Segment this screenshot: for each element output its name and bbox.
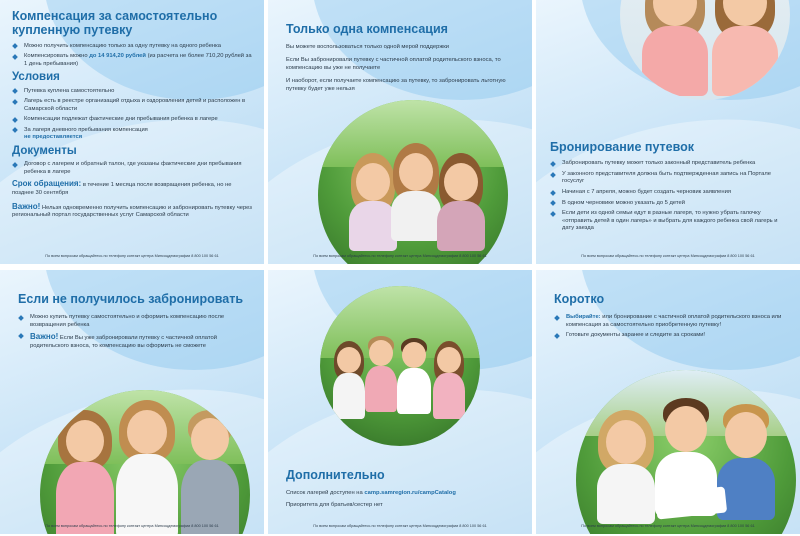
card-self-bought-compensation — [0, 0, 264, 264]
card-title: Бронирование путевок — [550, 140, 695, 154]
item-highlight: не предоставляется — [24, 134, 83, 141]
priority-line: Приоритета для братьев/сестер нет — [286, 502, 383, 509]
card-title: Дополнительно — [286, 468, 385, 482]
list-item: В одном черновике можно указать до 5 детей — [550, 200, 786, 208]
list-item: Договор с лагерем и обратный талон, где указаны фактические дни пребывания ребенка в лагере — [12, 161, 252, 176]
card-title: Компенсация за самостоятельно купленную путевку — [12, 9, 218, 38]
item-text: Если Вы уже забронировали путевку с частичной оплатой родительского взноса, то компенсацию вы оформить не сможете — [30, 335, 217, 349]
conditions-list — [12, 88, 252, 142]
item-label: Выбирайте: — [566, 314, 601, 321]
documents-heading: Документы — [12, 144, 77, 157]
item-text: За лагеря дневного пребывания компенсация — [24, 126, 148, 133]
card-booking-failed — [0, 270, 264, 534]
photo-three-girls — [318, 100, 508, 264]
card-one-compensation — [268, 0, 532, 264]
card-title: Коротко — [554, 292, 605, 306]
term-paragraph — [12, 179, 252, 198]
camp-catalog-link[interactable]: camp.samregion.ru/campCatalog — [364, 490, 456, 497]
compensation-list — [12, 43, 252, 69]
list-item — [12, 127, 252, 142]
line-text: Список лагерей доступен на — [286, 490, 363, 497]
photo-kids-group — [40, 390, 250, 534]
item-text: Компенсировать можно — [24, 53, 88, 60]
list-item: Можно купить путевку самостоятельно и оформить компенсацию после возвращения ребенка — [18, 314, 246, 329]
paragraph: Вы можете воспользоваться только одной мерой поддержки — [286, 44, 450, 51]
footer-hotline: По всем вопросам обращайтесь по телефону контакт центра Минсоцдемографии 8 800 100 56 61 — [313, 254, 487, 258]
camp-list-line — [286, 490, 514, 498]
important-label: Важно! — [30, 332, 59, 342]
booking-list — [550, 160, 786, 232]
card-title: Только одна компенсация — [286, 22, 448, 36]
conditions-heading: Условия — [12, 71, 60, 84]
term-label: Срок обращения: — [12, 179, 82, 189]
list-item: Забронировать путевку может только законный представитель ребенка — [550, 160, 786, 168]
list-item: Лагерь есть в реестре организаций отдыха и оздоровления детей и расположен в Самарской области — [12, 98, 252, 113]
list-item: Начиная с 7 апреля, можно будет создать черновик заявления — [550, 189, 786, 197]
list-item: Готовьте документы заранее и следите за сроками! — [554, 332, 782, 340]
list-item — [554, 314, 782, 329]
list-item — [12, 53, 252, 68]
card-additional — [268, 270, 532, 534]
list-item: Компенсации подлежат фактические дни пребывания ребенка в лагере — [12, 116, 252, 124]
fallback-list — [18, 314, 246, 350]
list-item: Если дети из одной семьи едут в разные лагеря, то нужно убрать галочку «отправить детей в один лагерь» и выбрать для каждого ребенка свой лагерь и дату заезда — [550, 210, 786, 233]
footer-hotline: По всем вопросам обращайтесь по телефону контакт центра Минсоцдемографии 8 800 100 56 61 — [45, 524, 219, 528]
list-item: Можно получить компенсацию только за одну путевку на одного ребенка — [12, 43, 252, 51]
card-booking — [536, 0, 800, 264]
amount-highlight: до 14 914,20 рублей — [89, 53, 146, 60]
list-item: Путевка куплена самостоятельно — [12, 88, 252, 96]
important-label: Важно! — [12, 201, 41, 211]
important-text: Нельзя одновременно получить компенсацию и забронировать путевку через региональный портал государственных услуг Самарской области — [12, 204, 252, 219]
list-item: У законного представителя должна быть подтвержденная запись на Портале госуслуг — [550, 171, 786, 186]
term-text: в течение 1 месяца после возвращения ребенка, но не позднее 30 сентября — [12, 182, 232, 196]
summary-list — [554, 314, 782, 340]
important-paragraph — [12, 202, 252, 221]
item-text: (из расчета не более 710,20 рублей за 1 день пребывания) — [24, 53, 252, 67]
footer-hotline: По всем вопросам обращайтесь по телефону контакт центра Минсоцдемографии 8 800 100 56 61 — [581, 254, 755, 258]
footer-hotline: По всем вопросам обращайтесь по телефону контакт центра Минсоцдемографии 8 800 100 56 61 — [45, 254, 219, 258]
photo-kids-reading — [576, 370, 796, 534]
footer-hotline: По всем вопросам обращайтесь по телефону контакт центра Минсоцдемографии 8 800 100 56 61 — [581, 524, 755, 528]
paragraph: И наоборот, если получаете компенсацию за путевку, то забронировать льготную путевку будет уже нельзя — [286, 77, 506, 92]
paragraph: Если Вы забронировали путевку с частичной оплатой родительского взноса, то компенсацию вы уже не получаете — [286, 57, 501, 71]
card-summary — [536, 270, 800, 534]
list-item — [18, 332, 246, 350]
documents-list — [12, 161, 252, 176]
footer-hotline: По всем вопросам обращайтесь по телефону контакт центра Минсоцдемографии 8 800 100 56 61 — [313, 524, 487, 528]
item-text: или бронирование с частичной оплатой родительского взноса или компенсация за самостоятельно приобретенную путевку! — [566, 314, 782, 328]
card-title: Если не получилось забронировать — [18, 292, 244, 306]
